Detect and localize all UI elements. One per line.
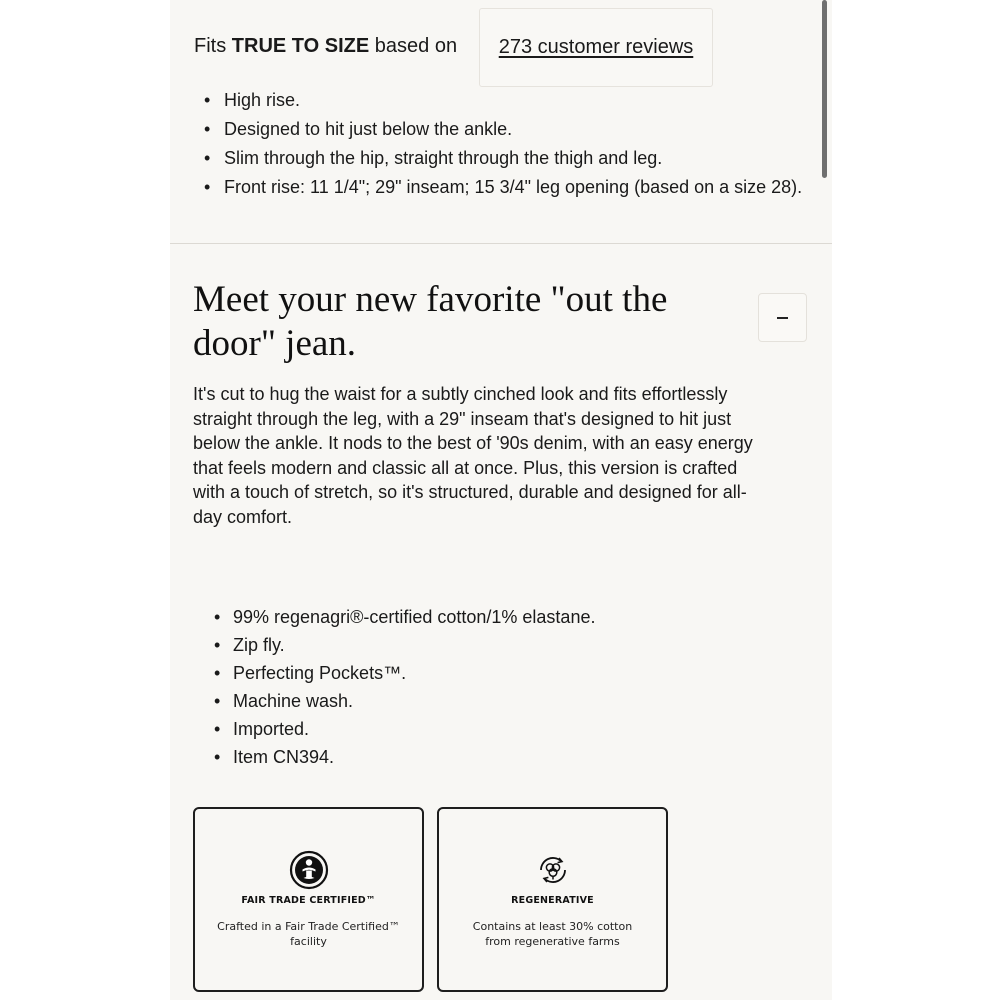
regenerative-icon bbox=[533, 850, 573, 890]
fit-prefix: Fits bbox=[194, 35, 227, 57]
list-item: • Zip fly. bbox=[214, 633, 774, 657]
customer-reviews-link[interactable]: 273 customer reviews bbox=[498, 36, 694, 58]
badge-text: Contains at least 30% cotton from regenerative farms bbox=[472, 920, 633, 948]
product-details-panel bbox=[170, 0, 832, 1000]
product-headline: Meet your new favorite "out the door" jean. bbox=[193, 279, 668, 364]
product-description: It's cut to hug the waist for a subtly cinched look and fits effortlessly straight through the leg, with a 29" inseam that's designed to hit just below the ankle. It nods to the best of '90s denim, with an easy energy that feels modern and classic all at once. Plus, this version is crafted with a touch of stretch, so it's structured, durable and designed for all-day comfort. bbox=[193, 384, 753, 527]
reviews-box bbox=[479, 8, 713, 87]
scrollbar[interactable] bbox=[822, 0, 827, 178]
list-item: • Front rise: 11 1/4"; 29" inseam; 15 3/4" leg opening (based on a size 28). bbox=[204, 177, 814, 198]
list-item: • Item CN394. bbox=[214, 745, 774, 769]
fit-emphasis: TRUE TO SIZE bbox=[231, 35, 370, 57]
list-item: • Perfecting Pockets™. bbox=[214, 661, 774, 685]
collapse-button[interactable] bbox=[758, 293, 807, 342]
section-divider bbox=[170, 243, 832, 244]
list-item: • 99% regenagri®-certified cotton/1% elastane. bbox=[214, 605, 774, 629]
badge-text: Crafted in a Fair Trade Certified™ facility bbox=[217, 920, 400, 948]
badge-title: REGENERATIVE bbox=[511, 895, 594, 906]
list-item: • Slim through the hip, straight through the thigh and leg. bbox=[204, 148, 814, 169]
fair-trade-badge[interactable] bbox=[193, 807, 424, 992]
fit-summary bbox=[194, 32, 457, 60]
product-details-list bbox=[214, 605, 774, 773]
list-item: • Designed to hit just below the ankle. bbox=[204, 119, 814, 140]
list-item: • Imported. bbox=[214, 717, 774, 741]
minus-icon bbox=[777, 317, 788, 319]
list-item: • Machine wash. bbox=[214, 689, 774, 713]
fit-suffix: based on bbox=[374, 35, 458, 57]
regenerative-badge[interactable] bbox=[437, 807, 668, 992]
fit-details-list bbox=[204, 90, 814, 206]
fair-trade-icon bbox=[289, 850, 329, 890]
list-item: • High rise. bbox=[204, 90, 814, 111]
badge-title: FAIR TRADE CERTIFIED™ bbox=[241, 895, 376, 906]
